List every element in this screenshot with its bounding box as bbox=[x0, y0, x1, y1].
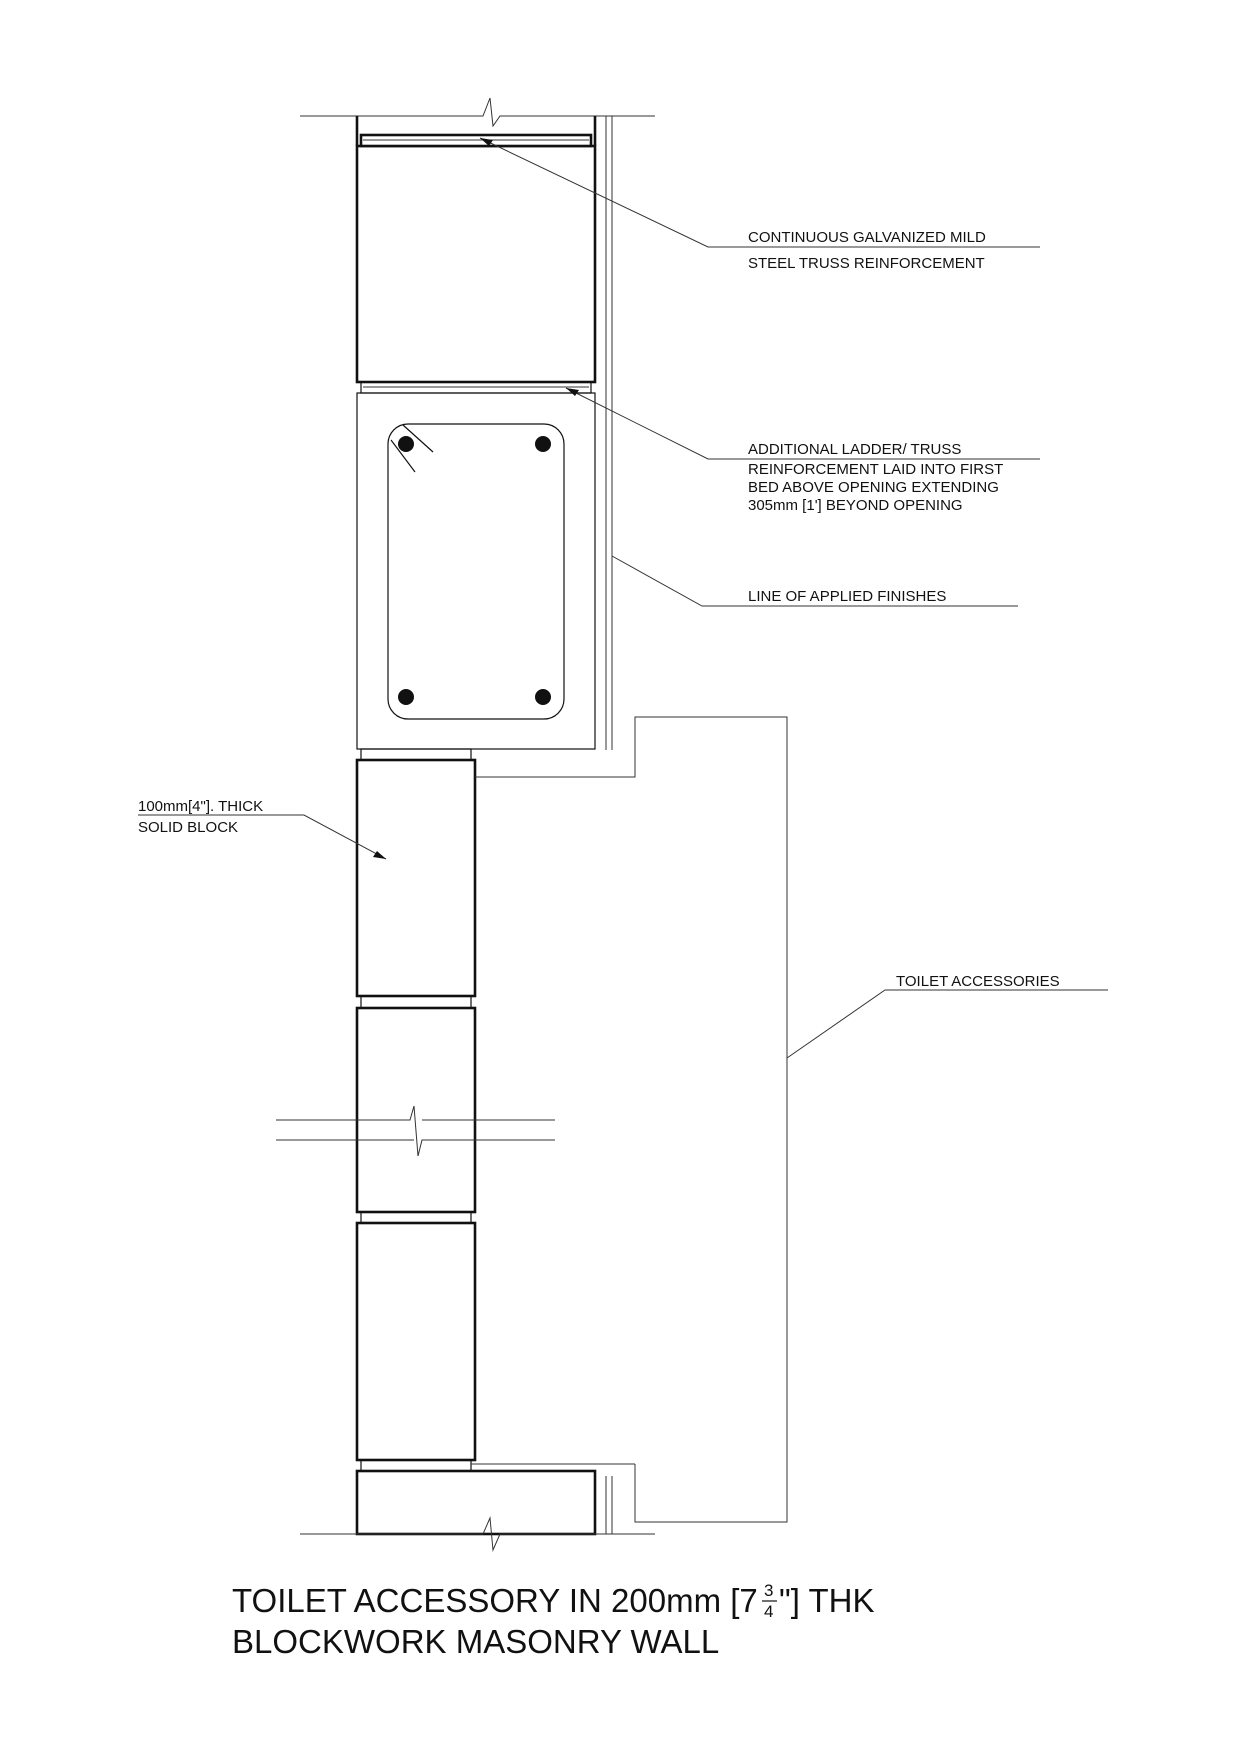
ladder-reinforcement-joint bbox=[361, 382, 591, 393]
ladder-label-line2: REINFORCEMENT LAID INTO FIRST bbox=[748, 461, 1004, 478]
block-label-line1: 100mm[4"]. THICK bbox=[138, 798, 264, 815]
rebar-bottom-left bbox=[398, 689, 414, 705]
title-line1-end: "] THK bbox=[779, 1582, 875, 1619]
title-line1-start: TOILET ACCESSORY IN 200mm [7 bbox=[232, 1582, 758, 1619]
rebar-top-left bbox=[398, 436, 414, 452]
lintel-stirrup bbox=[388, 424, 564, 719]
top-break-line bbox=[300, 98, 655, 126]
bed-joint bbox=[361, 996, 471, 1008]
rebar-top-right bbox=[535, 436, 551, 452]
ladder-label-line3: BED ABOVE OPENING EXTENDING bbox=[748, 479, 999, 496]
title-line2: BLOCKWORK MASONRY WALL bbox=[232, 1623, 720, 1660]
block-label-line2: SOLID BLOCK bbox=[138, 819, 239, 836]
bed-joint bbox=[361, 1460, 471, 1471]
rebar-bottom-right bbox=[535, 689, 551, 705]
truss-label-line1: CONTINUOUS GALVANIZED MILD bbox=[748, 229, 986, 246]
title-fraction-denominator: 4 bbox=[764, 1602, 774, 1621]
upper-block bbox=[357, 146, 595, 382]
solid-block-3 bbox=[357, 1223, 475, 1460]
truss-reinforcement-joint bbox=[361, 135, 591, 146]
solid-block-2 bbox=[357, 1008, 475, 1212]
lintel-bond-beam bbox=[357, 393, 595, 749]
ladder-label-line1: ADDITIONAL LADDER/ TRUSS bbox=[748, 441, 962, 458]
bottom-block bbox=[357, 1471, 595, 1534]
truss-label-line2: STEEL TRUSS REINFORCEMENT bbox=[748, 255, 985, 272]
ladder-label-line4: 305mm [1'] BEYOND OPENING bbox=[748, 497, 963, 514]
finishes-label: LINE OF APPLIED FINISHES bbox=[748, 588, 947, 605]
drawing-title bbox=[232, 1581, 874, 1660]
bed-joint bbox=[361, 749, 471, 760]
bed-joint bbox=[361, 1212, 471, 1223]
applied-finish-line bbox=[606, 116, 612, 1534]
title-fraction-numerator: 3 bbox=[764, 1581, 774, 1600]
solid-block-1 bbox=[357, 760, 475, 996]
accessories-leader bbox=[787, 990, 1108, 1058]
accessories-label: TOILET ACCESSORIES bbox=[896, 973, 1060, 990]
